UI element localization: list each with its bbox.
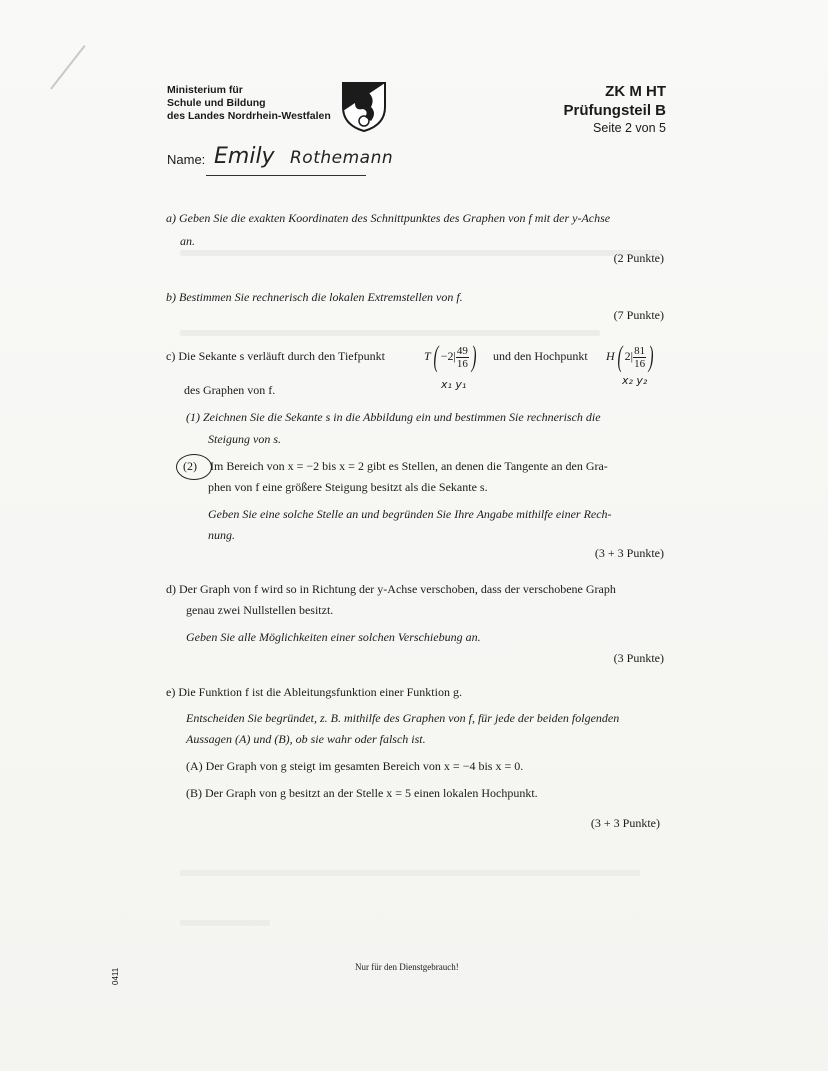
task-c2-text: Geben Sie eine solche Stelle an und begründen Sie Ihre Angabe mithilfe einer Rech- (208, 507, 612, 521)
ministry-line: Ministerium für (167, 84, 243, 96)
task-e-A: (A) Der Graph von g steigt im gesamten Bereich von x = −4 bis x = 0. (186, 759, 524, 773)
footer-note: Nur für den Dienstgebrauch! (355, 962, 459, 972)
task-d-text: genau zwei Nullstellen besitzt. (186, 603, 334, 617)
exam-part: Prüfungsteil B (563, 102, 666, 119)
bleed-through (180, 330, 600, 336)
point-H-num: 81 (634, 344, 646, 357)
paren-right: ) (471, 340, 477, 374)
point-H-label: H (606, 349, 615, 363)
task-d-text: Geben Sie alle Möglichkeiten einer solchen Verschiebung an. (186, 630, 481, 644)
point-H-x: 2| (624, 349, 634, 363)
ministry-line: Schule und Bildung (167, 97, 266, 109)
task-c2-text: nung. (208, 528, 235, 542)
task-a-text: a) Geben Sie die exakten Koordinaten des Schnittpunktes des Graphen von f mit der y-Achse (166, 211, 611, 225)
task-e-text: e) Die Funktion f ist die Ableitungsfunktion einer Funktion g. (166, 685, 462, 699)
task-e-text: Entscheiden Sie begründet, z. B. mithilfe des Graphen von f, für jede der beiden folgenden (186, 711, 620, 725)
task-e-points: (3 + 3 Punkte) (590, 816, 660, 830)
point-H-den: 16 (634, 357, 646, 370)
point-H (606, 338, 656, 374)
scan-mark (50, 45, 85, 90)
bleed-through (180, 870, 640, 876)
exam-code: ZK M HT (605, 83, 666, 100)
task-b-points: (7 Punkte) (613, 308, 664, 322)
point-T-den: 16 (456, 357, 468, 370)
task-c2-text: phen von f eine größere Steigung besitzt als die Sekante s. (208, 480, 488, 494)
task-a-text: an. (180, 234, 195, 248)
paren-right: ) (648, 340, 654, 374)
task-e-B: (B) Der Graph von g besitzt an der Stelle x = 5 einen lokalen Hochpunkt. (186, 786, 538, 800)
task-c2-label: (2) (183, 459, 197, 473)
handwritten-x2-y2: x₂ y₂ (622, 374, 648, 387)
task-c-intro: c) Die Sekante s verläuft durch den Tiefpunkt (166, 349, 385, 363)
point-T (424, 338, 479, 374)
ministry-block (167, 84, 331, 123)
task-e-text: Aussagen (A) und (B), ob sie wahr oder falsch ist. (186, 732, 426, 746)
nrw-crest-icon (341, 81, 387, 133)
point-T-label: T (424, 349, 431, 363)
task-c1-text: Steigung von s. (208, 432, 281, 446)
name-label: Name: (167, 152, 206, 167)
side-code: 0411 (111, 967, 120, 985)
bleed-through (180, 920, 270, 926)
handwritten-first-name[interactable]: Emily (214, 144, 275, 169)
page-info: Seite 2 von 5 (593, 121, 666, 135)
task-c-points: (3 + 3 Punkte) (594, 546, 664, 560)
task-c2-text: Im Bereich von x = −2 bis x = 2 gibt es Stellen, an denen die Tangente an den Gra- (210, 459, 608, 473)
task-c-and: und den Hochpunkt (493, 349, 588, 363)
task-c-text (166, 349, 385, 364)
handwritten-x1-y1: x₁ y₁ (441, 378, 467, 391)
paren-left: ( (617, 340, 623, 374)
exam-header (563, 82, 666, 137)
point-T-x: −2| (440, 349, 456, 363)
task-b-text: b) Bestimmen Sie rechnerisch die lokalen Extremstellen von f. (166, 290, 463, 304)
handwritten-last-name[interactable]: Rothemann (290, 148, 394, 168)
name-underline (206, 175, 366, 176)
task-c-text: des Graphen von f. (184, 383, 276, 397)
task-d-text: d) Der Graph von f wird so in Richtung der y-Achse verschoben, dass der verschobene Graph (166, 582, 616, 596)
point-H-fraction (633, 345, 646, 370)
task-a-points: (2 Punkte) (613, 251, 664, 265)
task-d-points: (3 Punkte) (613, 651, 664, 665)
point-T-num: 49 (456, 344, 468, 357)
bleed-through (180, 250, 660, 256)
ministry-line: des Landes Nordrhein-Westfalen (167, 110, 331, 122)
task-c1-text: (1) Zeichnen Sie die Sekante s in die Abbildung ein und bestimmen Sie rechnerisch die (186, 410, 601, 424)
paren-left: ( (433, 340, 439, 374)
point-T-fraction (456, 345, 469, 370)
